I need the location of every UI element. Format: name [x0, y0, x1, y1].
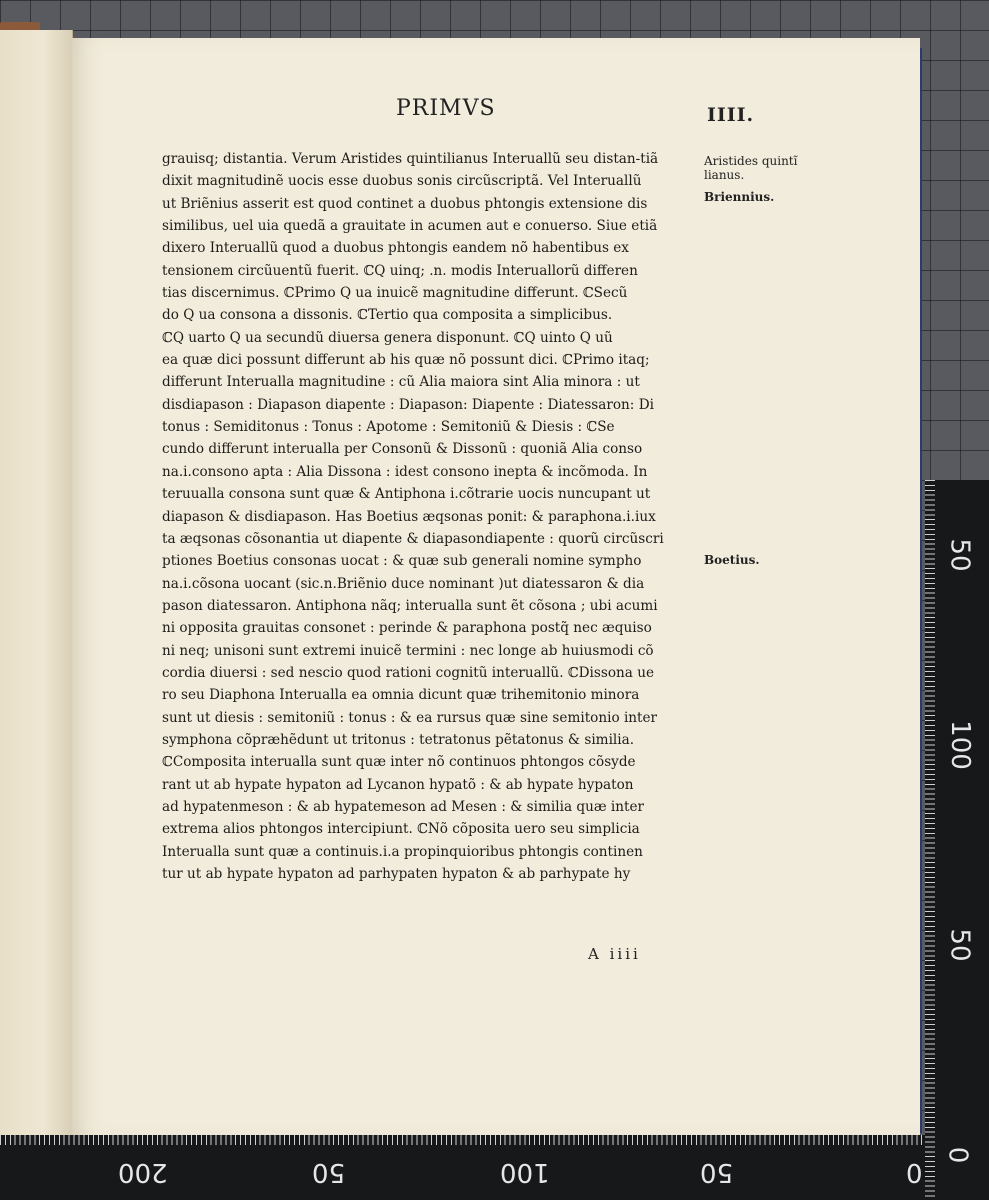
ruler-label: 100	[944, 720, 975, 770]
text-line: extrema alios phtongos intercipiunt. ℂNõ cõposita uero seu simplicia	[162, 821, 640, 838]
text-line: symphona cõpræhẽdunt ut tritonus : tetratonus pẽtatonus & similia.	[162, 731, 635, 748]
text-line: do Q ua consona a dissonis. ℂTertio qua composita a simplicibus.	[162, 307, 613, 324]
text-line: na.i.cõsona uocant (sic.n.Briẽnio duce nominant )ut diatessaron & dia	[162, 575, 645, 592]
body-text	[162, 148, 682, 885]
text-line: sunt ut diesis : semitoniũ : tonus : & ea rursus quæ sine semitonio inter	[162, 709, 658, 726]
text-line: cundo differunt interualla per Consonũ & Dissonũ : quoniã Alia conso	[162, 441, 643, 458]
text-line: differunt Interualla magnitudine : cũ Alia maiora sint Alia minora : ut	[162, 374, 640, 391]
text-line: grauisq; distantia. Verum Aristides quintilianus Interuallũ seu distan‑tiã	[162, 151, 659, 167]
margin-note-boetius: Boetius.	[704, 553, 760, 567]
text-line: ni neq; unisoni sunt extremi inuicẽ termini : nec longe ab huiusmodi cõ	[162, 642, 654, 659]
text-line: pason diatessaron. Antiphona nãq; interualla sunt ẽt cõsona ; ubi acumi	[162, 597, 658, 614]
ruler-label: 50	[944, 928, 975, 962]
ruler-label: 50	[944, 538, 975, 572]
ruler-label: 50	[700, 1157, 734, 1187]
text-line: ro seu Diaphona Interualla ea omnia dicunt quæ trihemitonio minora	[162, 687, 640, 704]
text-line: dixit magnitudinẽ uocis esse duobus sonis circũscriptã. Vel Interuallũ	[162, 173, 642, 190]
text-line: ta æqsonas cõsonantia ut diapente & diapasondiapente : quorũ circũscri	[162, 530, 664, 547]
text-line: cordia diuersi : sed nescio quod rationi cognitũ interuallũ. ℂDissona ue	[162, 664, 655, 681]
margin-note-briennius: Briennius.	[704, 190, 775, 204]
text-line: dixero Interuallũ quod a duobus phtongis eandem nõ habentibus ex	[162, 240, 629, 257]
text-line: diapason & disdiapason. Has Boetius æqsonas ponit: & paraphona.i.iux	[162, 508, 656, 525]
running-head: PRIMVS	[396, 96, 496, 121]
right-ruler	[925, 480, 989, 1200]
margin-note-line: lianus.	[704, 168, 745, 182]
signature-mark: A iiii	[588, 945, 641, 963]
text-line: ptiones Boetius consonas uocat : & quæ sub generali nomine sympho	[162, 553, 642, 570]
text-line: ad hypatenmeson : & ab hypatemeson ad Mesen : & similia quæ inter	[162, 798, 645, 815]
text-line: Interualla sunt quæ a continuis.i.a propinquioribus phtongis continen	[162, 843, 643, 860]
text-line: similibus, uel uia quedã a grauitate in acumen aut e conuerso. Siue etiã	[162, 218, 658, 235]
margin-note-line: Aristides quintĩ	[704, 154, 798, 168]
text-line: tur ut ab hypate hypaton ad parhypaten hypaton & ab parhypate hy	[162, 866, 631, 882]
text-line: ℂQ uarto Q ua secundũ diuersa genera disponunt. ℂQ uinto Q uũ	[162, 329, 613, 346]
text-line: disdiapason : Diapason diapente : Diapason: Diapente : Diatessaron: Di	[162, 396, 654, 413]
text-line: ni opposita grauitas consonet : perinde & paraphona postq̃ nec æquiso	[162, 620, 652, 637]
text-line: tonus : Semiditonus : Tonus : Apotome : Semitoniũ & Diesis : ℂSe	[162, 419, 615, 436]
ruler-label: 200	[118, 1157, 168, 1187]
bottom-ruler	[0, 1135, 940, 1200]
text-line: tensionem circũuentũ fuerit. ℂQ uinq; .n. modis Interuallorũ differen	[162, 262, 638, 279]
text-line: na.i.consono apta : Alia Dissona : idest consono inepta & incõmoda. In	[162, 463, 648, 480]
text-line: ut Briẽnius asserit est quod continet a duobus phtongis extensione dis	[162, 195, 648, 212]
text-line: ea quæ dici possunt differunt ab his quæ nõ possunt dici. ℂPrimo itaq;	[162, 352, 650, 369]
folio-number: IIII.	[707, 104, 755, 126]
margin-note-aristides	[704, 154, 797, 182]
ruler-label: 50	[312, 1157, 346, 1187]
text-line: ℂComposita interualla sunt quæ inter nõ continuos phtongos cõsyde	[162, 754, 636, 771]
text-line: tias discernimus. ℂPrimo Q ua inuicẽ magnitudine differunt. ℂSecũ	[162, 285, 628, 302]
text-line: rant ut ab hypate hypaton ad Lycanon hypatõ : & ab hypate hypaton	[162, 776, 634, 793]
left-page-edge	[0, 30, 73, 1158]
ruler-label: 0	[906, 1157, 923, 1187]
ruler-label: 0	[942, 1146, 973, 1164]
text-line: teruualla consona sunt quæ & Antiphona i.cõtrarie uocis nuncupant ut	[162, 486, 651, 503]
ruler-label: 100	[500, 1157, 550, 1187]
